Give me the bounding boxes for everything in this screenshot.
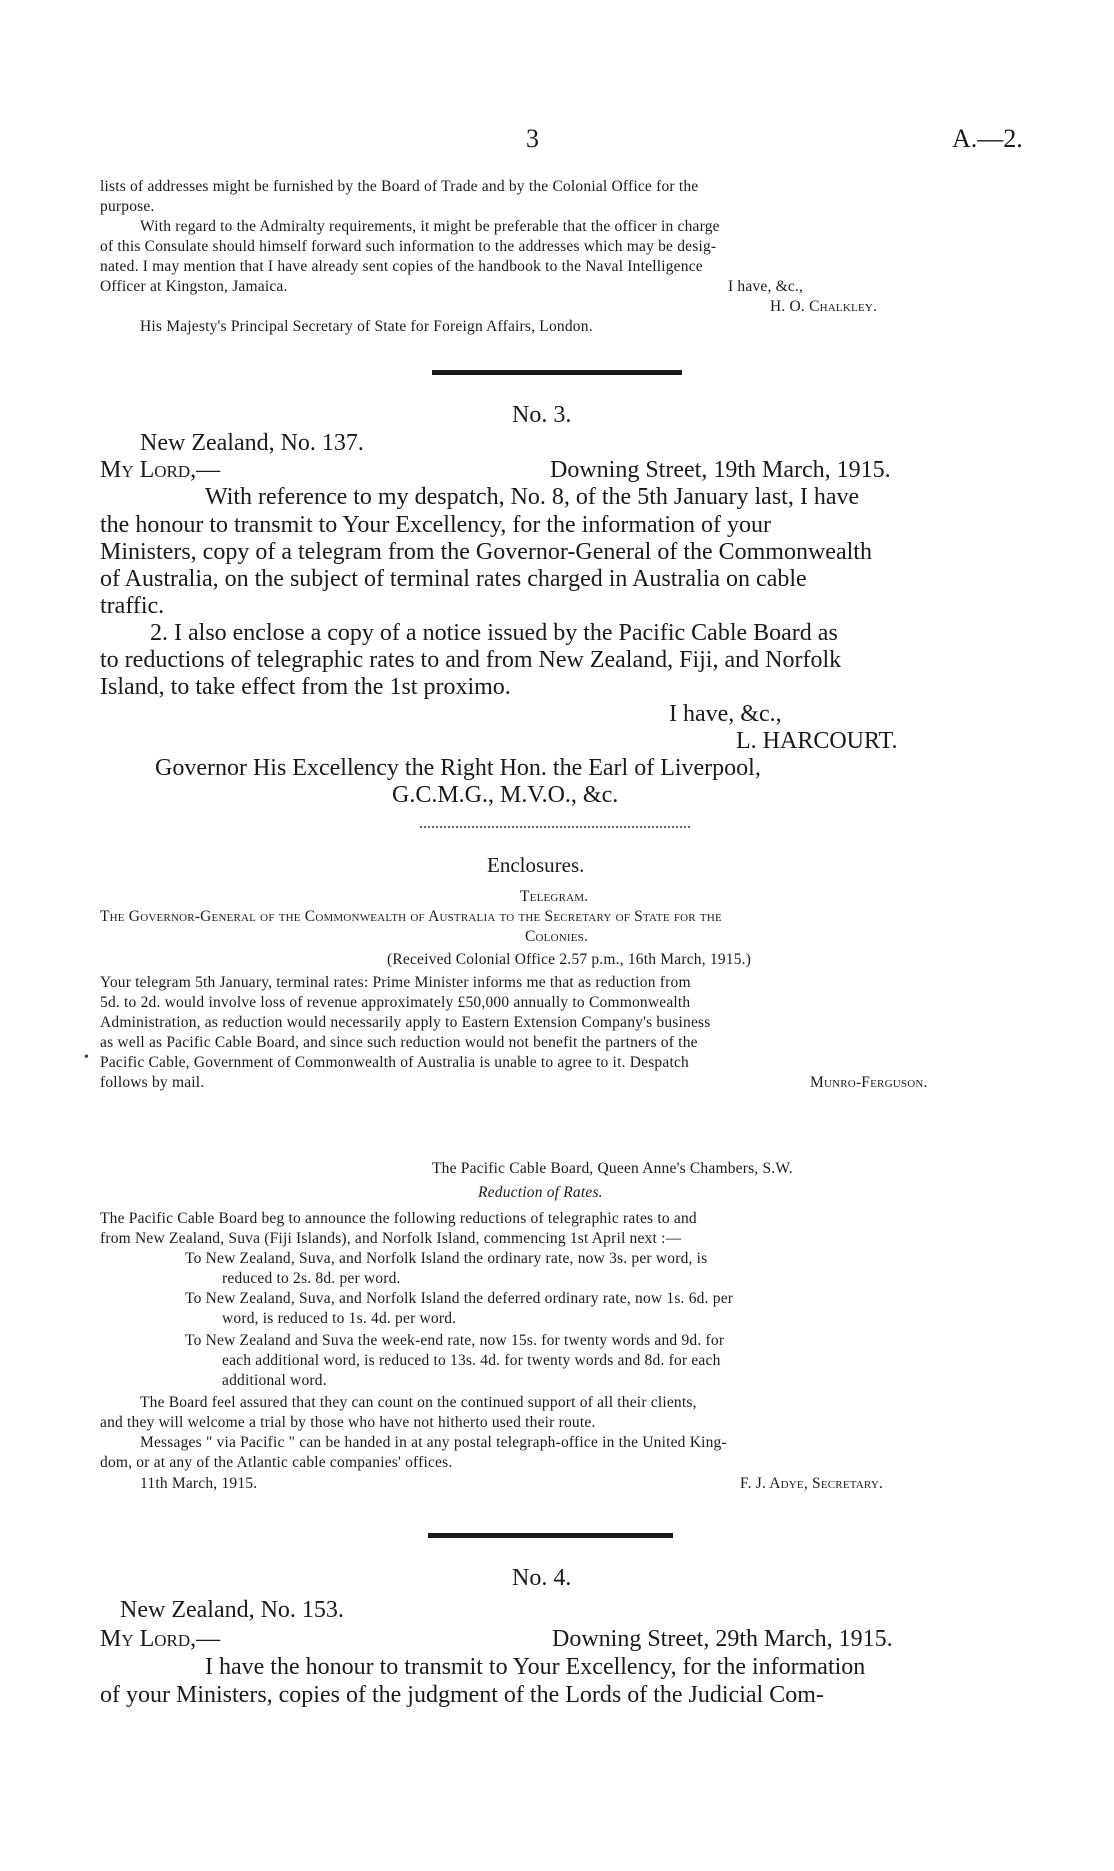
page-number: 3 — [526, 124, 539, 153]
text-line: Island, to take effect from the 1st proximo. — [100, 674, 511, 700]
text-line: purpose. — [100, 198, 155, 215]
text-line: reduced to 2s. 8d. per word. — [222, 1270, 401, 1287]
text-line: of Australia, on the subject of terminal rates charged in Australia on cable — [100, 566, 807, 592]
board-address: The Pacific Cable Board, Queen Anne's Chambers, S.W. — [432, 1160, 793, 1177]
text-line: Messages " via Pacific " can be handed in at any postal telegraph-office in the United King- — [140, 1434, 727, 1451]
text-line: I have the honour to transmit to Your Excellency, for the information — [205, 1654, 866, 1680]
addressee: G.C.M.G., M.V.O., &c. — [392, 782, 619, 808]
text-line: To New Zealand, Suva, and Norfolk Island the deferred ordinary rate, now 1s. 6d. per — [185, 1290, 734, 1307]
text-line: follows by mail. — [100, 1074, 205, 1091]
text-line: traffic. — [100, 593, 165, 619]
text-line: Officer at Kingston, Jamaica. — [100, 278, 288, 295]
closing: I have, &c., — [669, 701, 782, 727]
notice-title: Reduction of Rates. — [478, 1184, 603, 1201]
text-line: The Board feel assured that they can count on the continued support of all their clients, — [140, 1394, 697, 1411]
text-line: Your telegram 5th January, terminal rates: Prime Minister informs me that as reduction from — [100, 974, 691, 991]
dateline: Downing Street, 19th March, 1915. — [550, 457, 891, 483]
dateline: Downing Street, 29th March, 1915. — [552, 1626, 893, 1652]
enclosures-heading: Enclosures. — [487, 853, 585, 877]
closing: I have, &c., — [728, 278, 804, 295]
salutation: My Lord,— — [100, 1626, 221, 1652]
text-line: as well as Pacific Cable Board, and since such reduction would not benefit the partners of the — [100, 1034, 698, 1051]
signature: H. O. Chalkley. — [770, 298, 878, 315]
telegram-from: Colonies. — [525, 928, 589, 945]
addressee: His Majesty's Principal Secretary of State for Foreign Affairs, London. — [140, 318, 593, 335]
section-rule — [428, 1533, 673, 1538]
text-line: With reference to my despatch, No. 8, of the 5th January last, I have — [205, 484, 860, 510]
text-line: Pacific Cable, Government of Commonwealth of Australia is unable to agree to it. Despatch — [100, 1054, 689, 1071]
text-line: lists of addresses might be furnished by the Board of Trade and by the Colonial Office for the — [100, 178, 699, 195]
text-line: additional word. — [222, 1372, 327, 1389]
text-line: word, is reduced to 1s. 4d. per word. — [222, 1310, 457, 1327]
text-line: With regard to the Admiralty requirements, it might be preferable that the officer in charge — [140, 218, 720, 235]
text-line: Administration, as reduction would necessarily apply to Eastern Extension Company's business — [100, 1014, 711, 1031]
text-line: The Pacific Cable Board beg to announce the following reductions of telegraphic rates to and — [100, 1210, 697, 1227]
despatch-reference: New Zealand, No. 137. — [140, 430, 364, 456]
signature: Munro-Ferguson. — [810, 1074, 928, 1091]
text-line: To New Zealand, Suva, and Norfolk Island the ordinary rate, now 3s. per word, is — [185, 1250, 708, 1267]
salutation: My Lord,— — [100, 457, 221, 483]
text-line: and they will welcome a trial by those who have not hitherto used their route. — [100, 1414, 596, 1431]
section-rule — [432, 370, 682, 375]
telegram-from: The Governor-General of the Commonwealth of Australia to the Secretary of State for the — [100, 908, 722, 925]
text-line: each additional word, is reduced to 13s. 4d. for twenty words and 8d. for each — [222, 1352, 721, 1369]
signature: F. J. Adye, Secretary. — [740, 1475, 884, 1492]
text-line: of this Consulate should himself forward such information to the addresses which may be desig- — [100, 238, 717, 255]
addressee: Governor His Excellency the Right Hon. the Earl of Liverpool, — [155, 755, 761, 781]
document-reference: A.—2. — [952, 124, 1023, 153]
telegram-label: Telegram. — [520, 888, 589, 905]
text-line: of your Ministers, copies of the judgment of the Lords of the Judicial Com- — [100, 1682, 824, 1708]
text-line: 5d. to 2d. would involve loss of revenue approximately £50,000 annually to Commonwealth — [100, 994, 691, 1011]
text-line: Ministers, copy of a telegram from the Governor-General of the Commonwealth — [100, 539, 872, 565]
text-line: 2. I also enclose a copy of a notice issued by the Pacific Cable Board as — [150, 620, 838, 646]
notice-date: 11th March, 1915. — [140, 1475, 258, 1492]
text-line: nated. I may mention that I have already sent copies of the handbook to the Naval Intelligence — [100, 258, 703, 275]
despatch-reference: New Zealand, No. 153. — [120, 1597, 344, 1623]
text-line: dom, or at any of the Atlantic cable companies' offices. — [100, 1454, 453, 1471]
signature: L. HARCOURT. — [736, 728, 898, 754]
text-line: the honour to transmit to Your Excellency, for the information of your — [100, 512, 771, 538]
section-heading: No. 3. — [512, 402, 572, 428]
section-heading: No. 4. — [512, 1565, 572, 1591]
text-line: to reductions of telegraphic rates to and from New Zealand, Fiji, and Norfolk — [100, 647, 842, 673]
section-divider — [420, 826, 690, 828]
received-note: (Received Colonial Office 2.57 p.m., 16th March, 1915.) — [387, 951, 752, 968]
text-line: To New Zealand and Suva the week-end rate, now 15s. for twenty words and 9d. for — [185, 1332, 725, 1349]
text-line: from New Zealand, Suva (Fiji Islands), and Norfolk Island, commencing 1st April next :— — [100, 1230, 682, 1247]
margin-mark: • — [84, 1050, 89, 1065]
